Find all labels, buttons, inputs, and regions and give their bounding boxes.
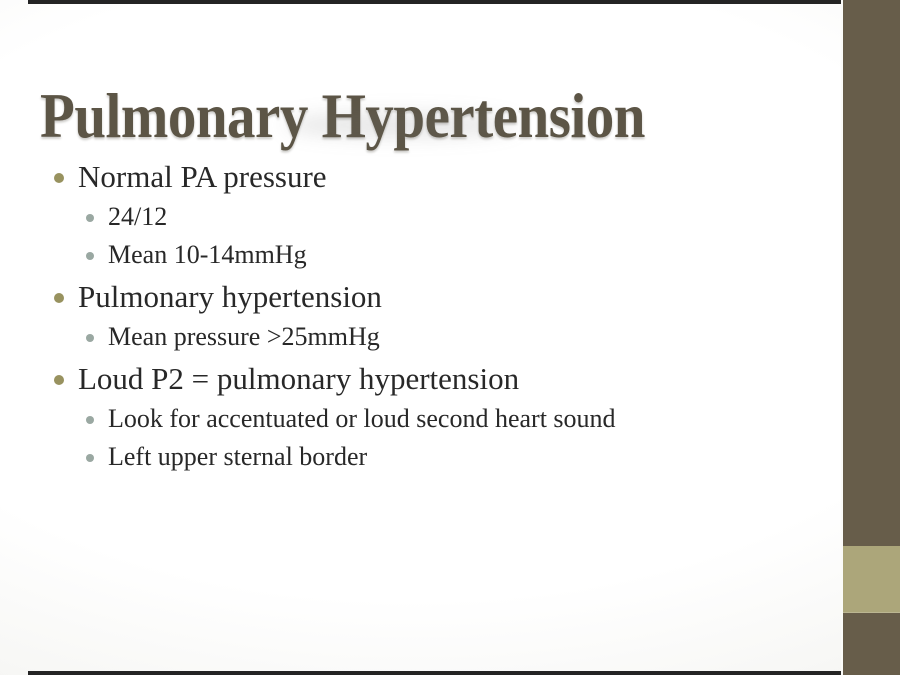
bullet-icon <box>54 293 64 303</box>
bullet-text: Left upper sternal border <box>108 442 368 471</box>
sub-bullet-item <box>42 236 812 274</box>
bullet-icon <box>54 375 64 385</box>
bullet-text: Loud P2 = pulmonary hypertension <box>78 361 520 396</box>
sidebar-decoration <box>841 0 900 675</box>
bullet-text: 24/12 <box>108 202 168 231</box>
bullet-text: Mean 10-14mmHg <box>108 240 307 269</box>
bullet-text: Mean pressure >25mmHg <box>108 322 380 351</box>
bullet-icon <box>86 214 94 222</box>
bullet-text: Look for accentuated or loud second heart sound <box>108 404 616 433</box>
bullet-item <box>42 156 812 198</box>
sub-bullet-item <box>42 400 812 438</box>
bullet-icon <box>86 416 94 424</box>
bullet-icon <box>86 454 94 462</box>
sub-bullet-item <box>42 198 812 236</box>
sidebar-accent-band <box>843 546 900 613</box>
bullet-item <box>42 276 812 318</box>
bullet-text: Normal PA pressure <box>78 159 327 194</box>
bullet-text: Pulmonary hypertension <box>78 279 382 314</box>
bullet-icon <box>86 334 94 342</box>
bullet-list <box>42 156 812 476</box>
sub-bullet-item <box>42 318 812 356</box>
sub-bullet-item <box>42 438 812 476</box>
bullet-item <box>42 358 812 400</box>
video-edge-top <box>28 0 845 4</box>
bullet-icon <box>86 252 94 260</box>
title-shadow-smudge <box>283 112 518 138</box>
video-edge-bottom <box>28 671 845 675</box>
slide-title: Pulmonary Hypertension <box>40 81 645 152</box>
bullet-icon <box>54 173 64 183</box>
